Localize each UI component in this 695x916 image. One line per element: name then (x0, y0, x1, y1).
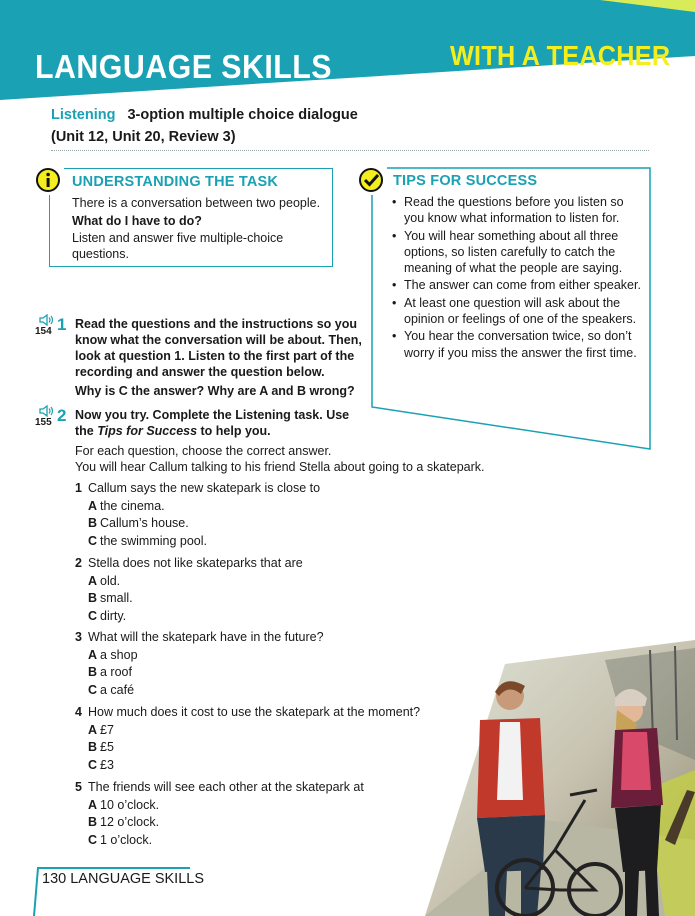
teens-with-bicycle-photo (425, 640, 695, 916)
answer-option[interactable]: A 10 o’clock. (88, 797, 160, 812)
exercise-2-line1: For each question, choose the correct answer. (75, 444, 332, 458)
tip-item: • You will hear something about all three options, so listen carefully to catch the meaning of what the people are saying. (392, 228, 642, 277)
tips-list (392, 194, 642, 362)
task-heading (51, 104, 358, 148)
exercise-number: 1 (57, 315, 67, 334)
answer-option[interactable]: A the cinema. (88, 498, 165, 513)
question-item: 1 Callum says the new skatepark is close to A the cinema. B Callum’s house. C the swimming pool. (75, 480, 320, 550)
tips-heading: TIPS FOR SUCCESS (393, 173, 538, 189)
question-item: 4 How much does it cost to use the skatepark at the moment? A £7 B £5 C £3 (75, 704, 420, 774)
page-subtitle: WITH A TEACHER (450, 40, 671, 71)
understanding-question: What do I have to do? (72, 214, 202, 228)
tip-item: • You hear the conversation twice, so don’t worry if you miss the answer the first time. (392, 328, 642, 361)
exercise-1-question: Why is C the answer? Why are A and B wrong? (75, 384, 355, 398)
exercise-2-line2: You will hear Callum talking to his friend Stella about going to a skatepark. (75, 460, 485, 474)
page-number: 130 (42, 871, 67, 887)
tips-reference: Tips for Success (97, 424, 198, 438)
task-refs: (Unit 12, Unit 20, Review 3) (51, 129, 236, 145)
speaker-icon (39, 405, 55, 417)
question-item: 5 The friends will see each other at the skatepark at A 10 o’clock. B 12 o’clock. C 1 o’clock. (75, 779, 364, 849)
answer-option[interactable]: C the swimming pool. (88, 533, 207, 548)
understanding-box (49, 168, 333, 267)
check-icon (357, 165, 387, 195)
answer-option[interactable]: B Callum’s house. (88, 516, 189, 531)
task-kind: Listening (51, 107, 116, 123)
answer-option[interactable]: A old. (88, 573, 121, 588)
audio-track-154[interactable] (35, 314, 57, 337)
answer-option[interactable]: A a shop (88, 647, 138, 662)
answer-option[interactable]: B a roof (88, 665, 132, 680)
page-footer (42, 871, 204, 887)
page-title: LANGUAGE SKILLS (35, 48, 333, 85)
divider (51, 150, 649, 151)
answer-option[interactable]: C 1 o’clock. (88, 832, 153, 847)
exercise-number: 2 (57, 406, 67, 425)
question-item: 3 What will the skatepark have in the future? A a shop B a roof C a café (75, 629, 324, 699)
audio-track-155[interactable] (35, 405, 57, 428)
answer-option[interactable]: B 12 o’clock. (88, 815, 160, 830)
answer-option[interactable]: B £5 (88, 740, 114, 755)
task-name: 3-option multiple choice dialogue (127, 107, 358, 123)
tip-item: • At least one question will ask about the opinion or feelings of one of the speakers. (392, 295, 642, 328)
tip-item: • Read the questions before you listen so you know what information to listen for. (392, 194, 642, 227)
answer-option[interactable]: A £7 (88, 722, 114, 737)
understanding-answer: Listen and answer five multiple-choice questions. (72, 231, 284, 261)
exercise-2-instruction: Now you try. Complete the Listening task. Use the Tips for Success to help you. (75, 408, 350, 438)
understanding-line1: There is a conversation between two people. (72, 196, 321, 210)
info-icon (34, 165, 64, 195)
answer-option[interactable]: C a café (88, 682, 135, 697)
speaker-icon (39, 314, 55, 326)
exercise-1-instruction: Read the questions and the instructions so you know what the conversation will be about. Then, look at question 1. Listen to the first part of the recording and answer the question below. (75, 317, 362, 379)
question-item: 2 Stella does not like skateparks that are A old. B small. C dirty. (75, 555, 303, 625)
answer-option[interactable]: B small. (88, 591, 133, 606)
tip-item: • The answer can come from either speaker. (392, 277, 642, 293)
understanding-heading: UNDERSTANDING THE TASK (72, 174, 279, 190)
footer-label: LANGUAGE SKILLS (70, 871, 205, 887)
answer-option[interactable]: C dirty. (88, 608, 127, 623)
audio-number: 155 (35, 417, 52, 428)
answer-option[interactable]: C £3 (88, 757, 114, 772)
audio-number: 154 (35, 326, 52, 337)
